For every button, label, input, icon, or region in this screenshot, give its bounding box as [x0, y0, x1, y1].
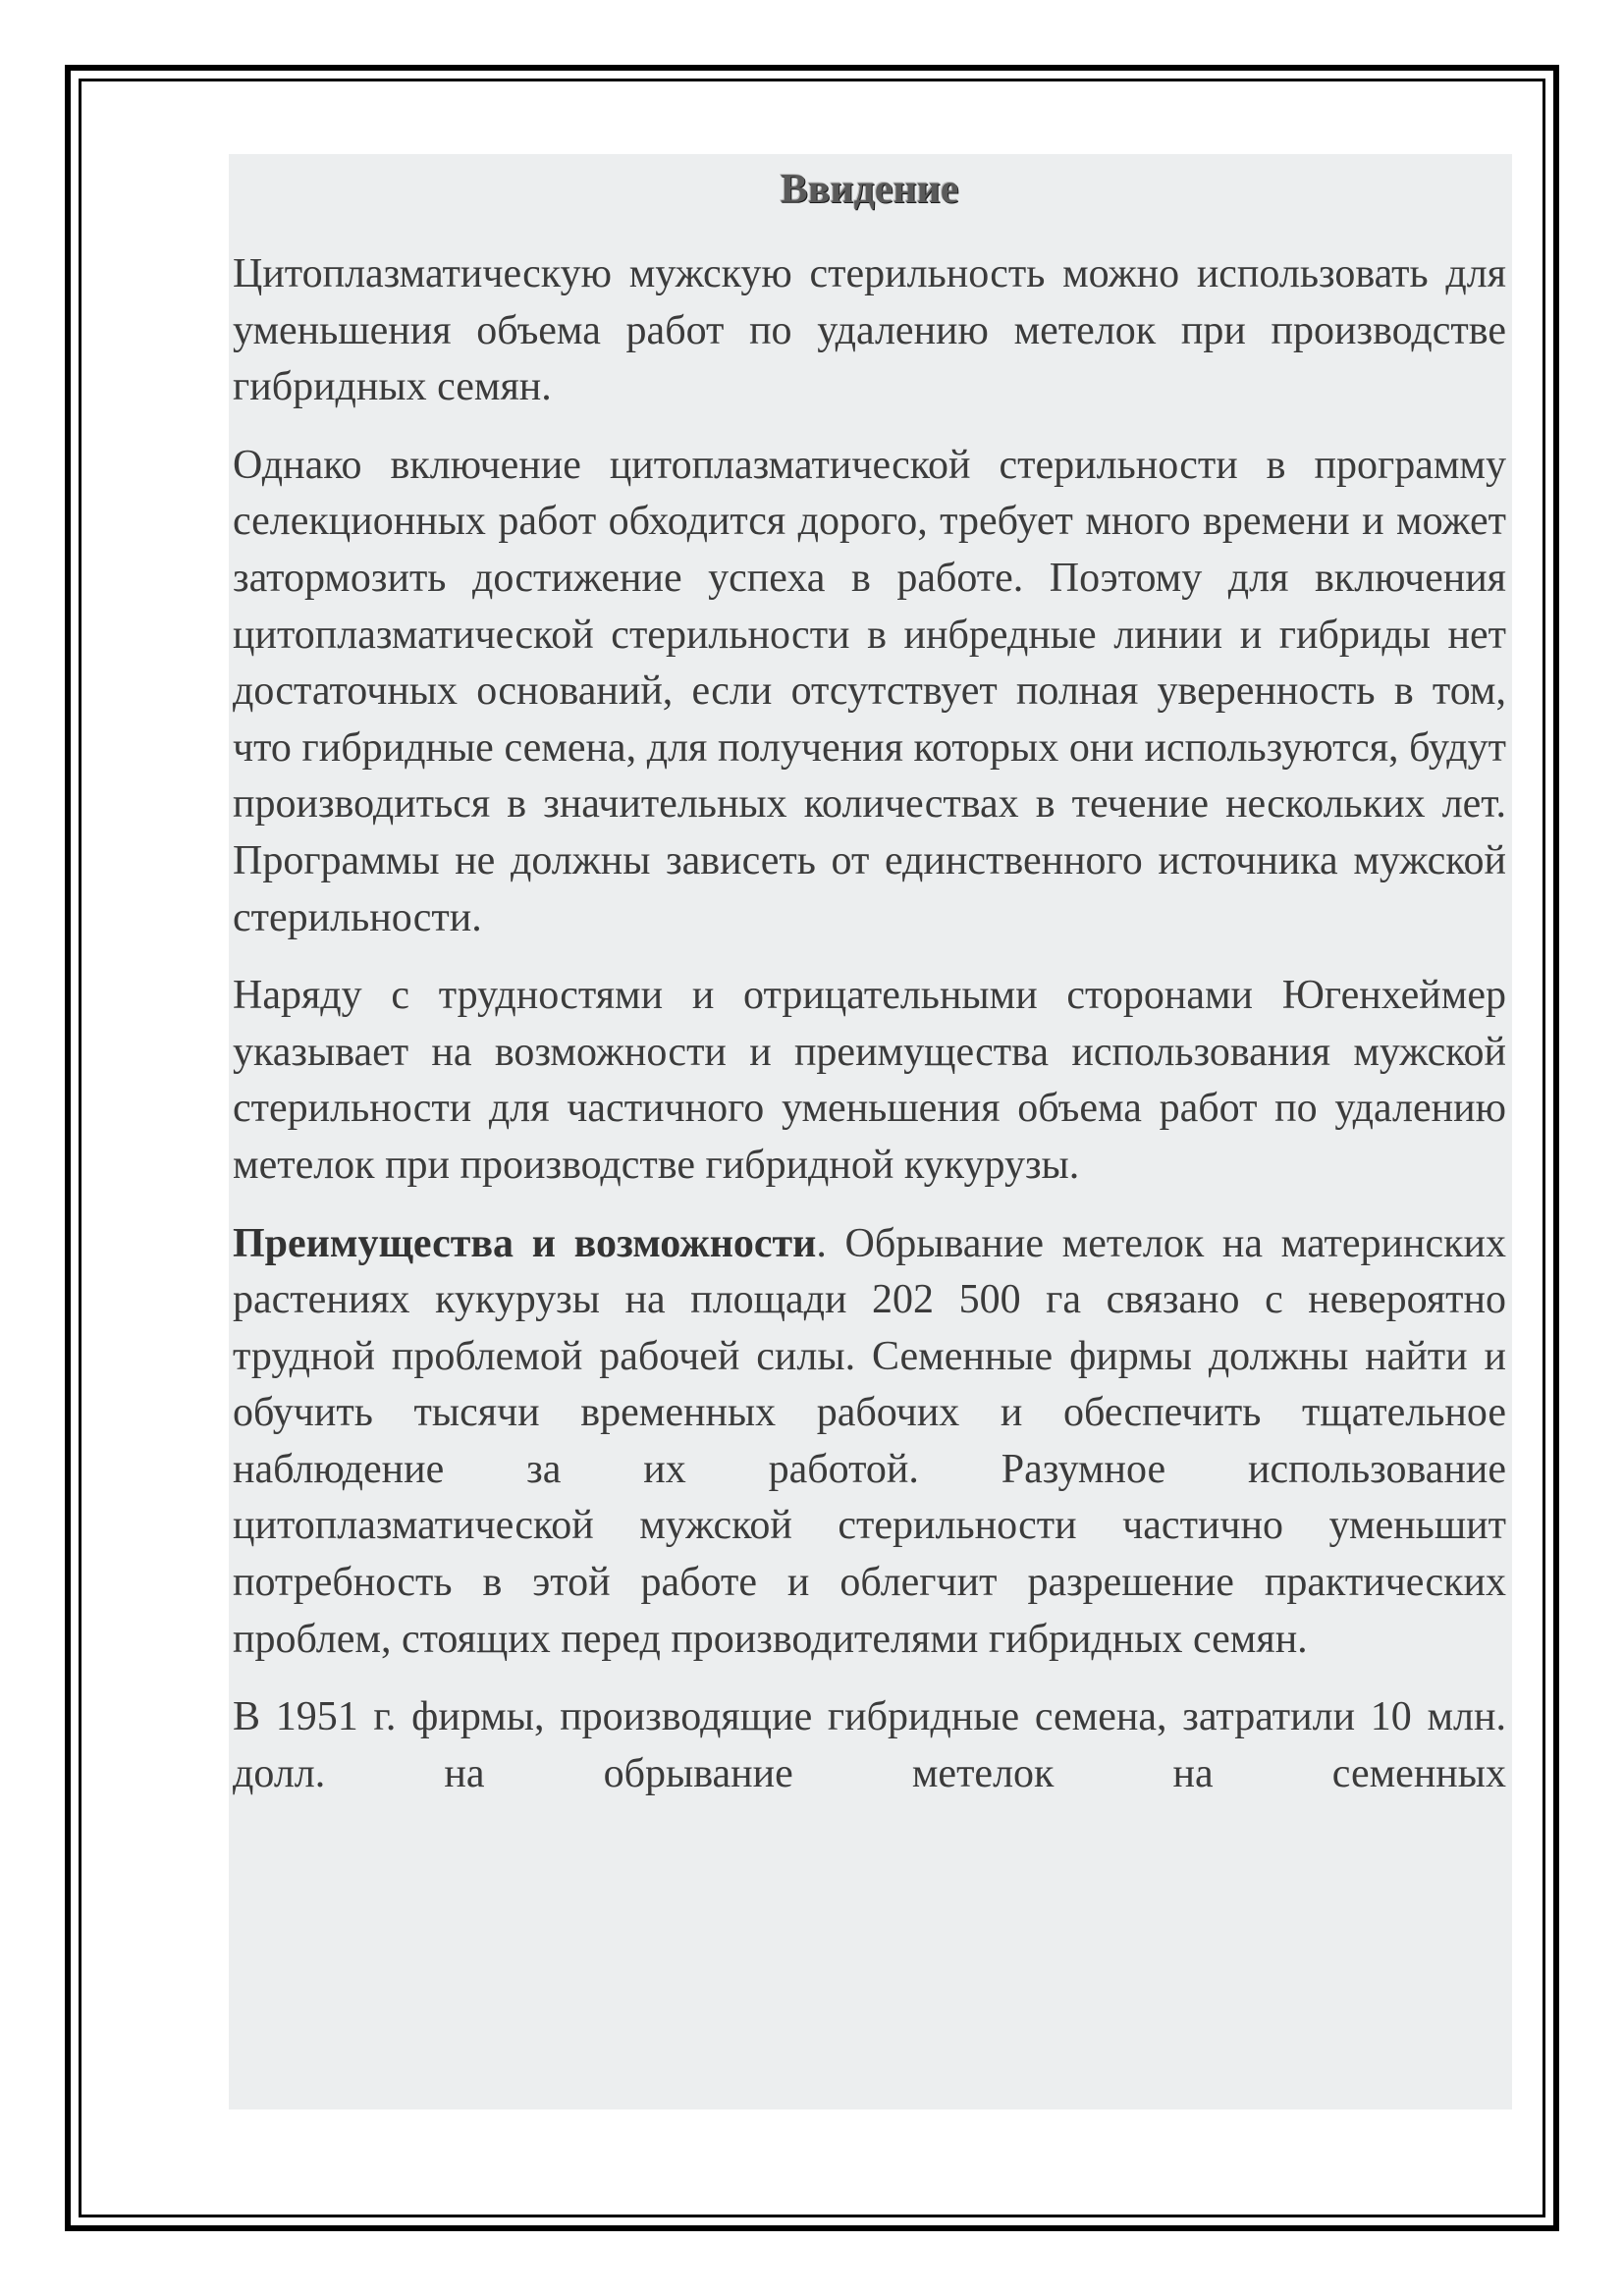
document-body: [229, 154, 1512, 2109]
paragraph-1-text: Цитоплазматическую мужскую стерильность можно использовать для уменьшения объема работ по удалению метелок при производстве гибридных семян.: [233, 251, 1506, 410]
paragraph-5-text: В 1951 г. фирмы, производящие гибридные семена, затратили 10 млн. долл. на обрывание метелок на семенных: [233, 1694, 1506, 1796]
paragraph-4: [233, 1216, 1506, 1669]
paragraph-5: [233, 1689, 1506, 1802]
paragraph-4-text: . Обрывание метелок на материнских растениях кукурузы на площади 202 500 га связано с невероятно трудной проблемой рабочей силы. Семенные фирмы должны найти и обучить тысячи временных рабочих и обеспечить тщательное наблюдение за их работой. Разумное использование цитоплазматической мужской стерильности частично уменьшит потребность в этой работе и облегчит разрешение практических проблем, стоящих перед производителями гибридных семян.: [233, 1220, 1506, 1662]
paragraph-3: [233, 968, 1506, 1194]
paragraph-2: [233, 438, 1506, 946]
paragraph-1: [233, 246, 1506, 416]
document-title: Ввидение: [780, 167, 959, 212]
paragraph-3-text: Наряду с трудностями и отрицательными сторонами Югенхеймер указывает на возможности и преимущества использования мужской стерильности для частичного уменьшения объема работ по удалению метелок при производстве гибридной кукурузы.: [233, 973, 1506, 1188]
paragraph-4-bold-lead: Преимущества и возможности: [233, 1220, 817, 1266]
paragraph-2-text: Однако включение цитоплазматической стерильности в программу селекционных работ обходится дорого, требует много времени и может затормозить достижение успеха в работе. Поэтому для включения цитоплазматической стерильности в инбредные линии и гибриды нет достаточных оснований, если отсутствует полная уверенность в том, что гибридные семена, для получения которых они используются, будут производиться в значительных количествах в течение нескольких лет. Программы не должны зависеть от единственного источника мужской стерильности.: [233, 442, 1506, 940]
